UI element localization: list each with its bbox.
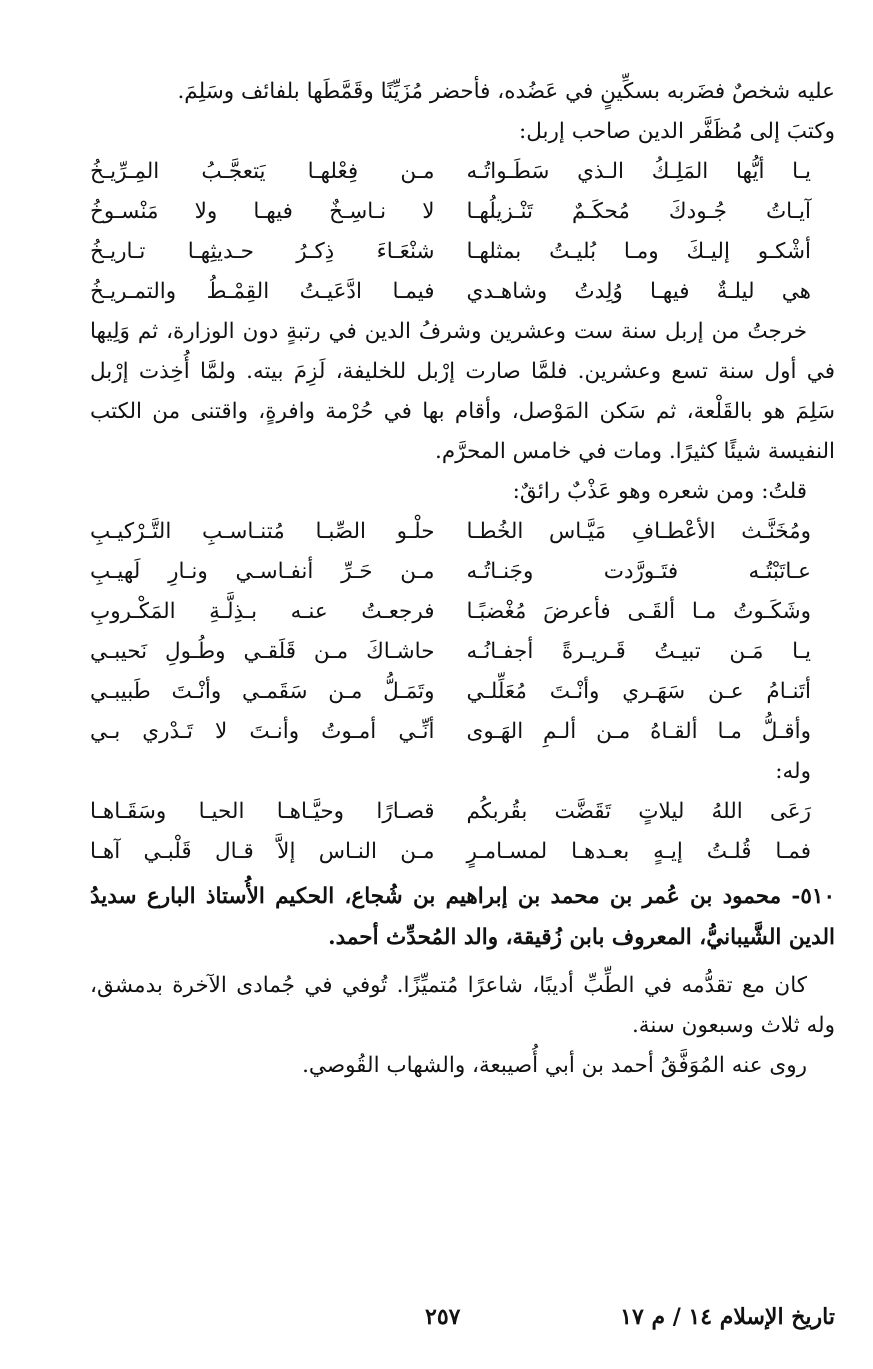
verse-line — [90, 152, 835, 192]
verse-line — [90, 552, 835, 592]
page-body — [90, 72, 835, 1086]
verse-line — [90, 712, 835, 752]
verse-first-hemistich: هي ليلـةٌ فيهـا وُلِدتُ وشاهـدي — [466, 279, 811, 304]
verse-first-hemistich: يـا مَـن تبيـتُ قَـريـرةً أجفـانُـه — [466, 639, 811, 664]
verse-line — [90, 592, 835, 632]
verse-first-hemistich: رَعَى اللهُ ليلاتٍ تَقَضَّت بقُربكُم — [466, 799, 811, 824]
paragraph-entry-bio: كان مع تقدُّمه في الطِّبِّ أديبًا، شاعرًا مُتميِّزًا. تُوفي في جُمادى الآخرة بدمشق، وله ثلاث وسبعون سنة. — [90, 973, 835, 1038]
verse-second-hemistich: حلْـو الصِّبـا مُتنـاسـبِ التَّـرْكيـبِ — [90, 519, 435, 544]
verse-second-hemistich: شنْعَـاءَ ذِكـرُ حـديثِهـا تـاريـخُ — [90, 239, 435, 264]
verse-first-hemistich: ومُخَنَّـث الأعْطـافِ مَيَّـاس الخُطـا — [466, 519, 811, 544]
verse-line — [90, 192, 835, 232]
verse-first-hemistich: وأقـلُّ مـا ألقـاهُ مـن ألـمِ الهَـوى — [466, 719, 811, 744]
verse-second-hemistich: قصـارًا وحيَّـاهـا الحيـا وسَقَـاهـا — [90, 799, 435, 824]
verse-second-hemistich: فيمـا ادَّعَيـتُ القِمْـطُ والتمـريـخُ — [90, 279, 435, 304]
verse-first-hemistich: وشَكَـوتُ مـا ألقَـى فأعرضَ مُغْضبًـا — [466, 599, 811, 624]
verse-first-hemistich: عـاتَبْتُـه فتَـورَّدت وجَنـاتُـه — [466, 559, 811, 584]
book-title-footer: تاريخ الإسلام ١٤ / م ١٧ — [620, 1304, 835, 1330]
paragraph-entry-narrators: روى عنه المُوَفَّقُ أحمد بن أبي أُصيبعة، والشهاب القُوصي. — [302, 1053, 807, 1078]
verse-second-hemistich: حاشـاكَ مـن قَلَقـي وطُـولِ نَحيبـي — [90, 639, 435, 664]
verse-line — [90, 512, 835, 552]
page-number: ٢٥٧ — [425, 1304, 461, 1330]
verse-first-hemistich: فمـا قُلـتُ إيـهٍ بعـدهـا لمسـامـرٍ — [466, 839, 811, 864]
verse-line — [90, 672, 835, 712]
verse-second-hemistich: وتَمَـلُّ مـن سَقَمـي وأنْـتَ طَبيبـي — [90, 679, 435, 704]
poem-1 — [90, 152, 835, 312]
paragraph-intro-letter: وكتبَ إلى مُظَفَّر الدين صاحب إربل: — [519, 119, 835, 144]
verse-line — [90, 832, 835, 872]
paragraph-poetry-intro: قلتُ: ومن شعره وهو عَذْبٌ رائقٌ: — [512, 479, 807, 504]
poem-3 — [90, 792, 835, 872]
verse-first-hemistich: أتَنـامُ عـن سَهَـري وأنْـتَ مُعَلِّلـي — [466, 679, 811, 704]
verse-second-hemistich: أنِّـي أمـوتُ وأنـتَ لا تَـدْري بـي — [90, 719, 435, 744]
verse-second-hemistich: مـن النـاس إلاَّ قـال قَلْبـي آهـا — [90, 839, 435, 864]
verse-first-hemistich: يـا أيُّها المَلِـكُ الـذي سَطَـواتُـه — [466, 159, 811, 184]
verse-line — [90, 792, 835, 832]
verse-first-hemistich: أشْكـو إليـكَ ومـا بُليـتُ بمثلهـا — [466, 239, 811, 264]
verse-second-hemistich: فرجعـتُ عنـه بـذِلَّـةِ المَكْـروبِ — [90, 599, 435, 624]
label-and-his-verse: وله: — [775, 759, 811, 784]
verse-second-hemistich: مـن حَـرِّ أنفـاسـي ونـارِ لَهيـبِ — [90, 559, 435, 584]
verse-first-hemistich: آيـاتُ جُـودكَ مُحكَـمٌ تَنْـزيلُهـا — [466, 199, 811, 224]
verse-line — [90, 272, 835, 312]
page-footer — [90, 1304, 835, 1344]
paragraph-continuation: عليه شخصٌ فضَربه بسكِّينٍ في عَضُده، فأحضر مُزَيِّنًا وقَمَّطَها بلفائف وسَلِمَ. — [177, 79, 835, 104]
paragraph-biography: خرجتُ من إربل سنة ست وعشرين وشرفُ الدين في رتبةٍ دون الوزارة، ثم وَلِيها في أول سنة تسع وعشرين. فلمَّا صارت إرْبل للخليفة، لَزِمَ بيته. ولمَّا أُخِذت إرْبل سَلِمَ هو بالقَلْعة، ثم سَكن المَوْصل، وأقام بها في حُرْمة وافرةٍ، واقتنى من الكتب النفيسة شيئًا كثيرًا. ومات في خامس المحرَّم. — [90, 319, 835, 464]
verse-line — [90, 632, 835, 672]
verse-line — [90, 232, 835, 272]
verse-second-hemistich: لا نـاسِـخٌ فيهـا ولا مَنْسـوخُ — [90, 199, 435, 224]
entry-heading-510: ٥١٠- محمود بن عُمر بن محمد بن إبراهيم بن شُجاع، الحكيم الأُستاذ البارع سديدُ الدين الشَّيبانيُّ، المعروف بابن زُقيقة، والد المُحدِّث أحمد. — [90, 884, 835, 950]
verse-second-hemistich: مـن فِعْلهـا يَتعجَّـبُ المِـرِّيـخُ — [90, 159, 435, 184]
poem-2 — [90, 512, 835, 752]
